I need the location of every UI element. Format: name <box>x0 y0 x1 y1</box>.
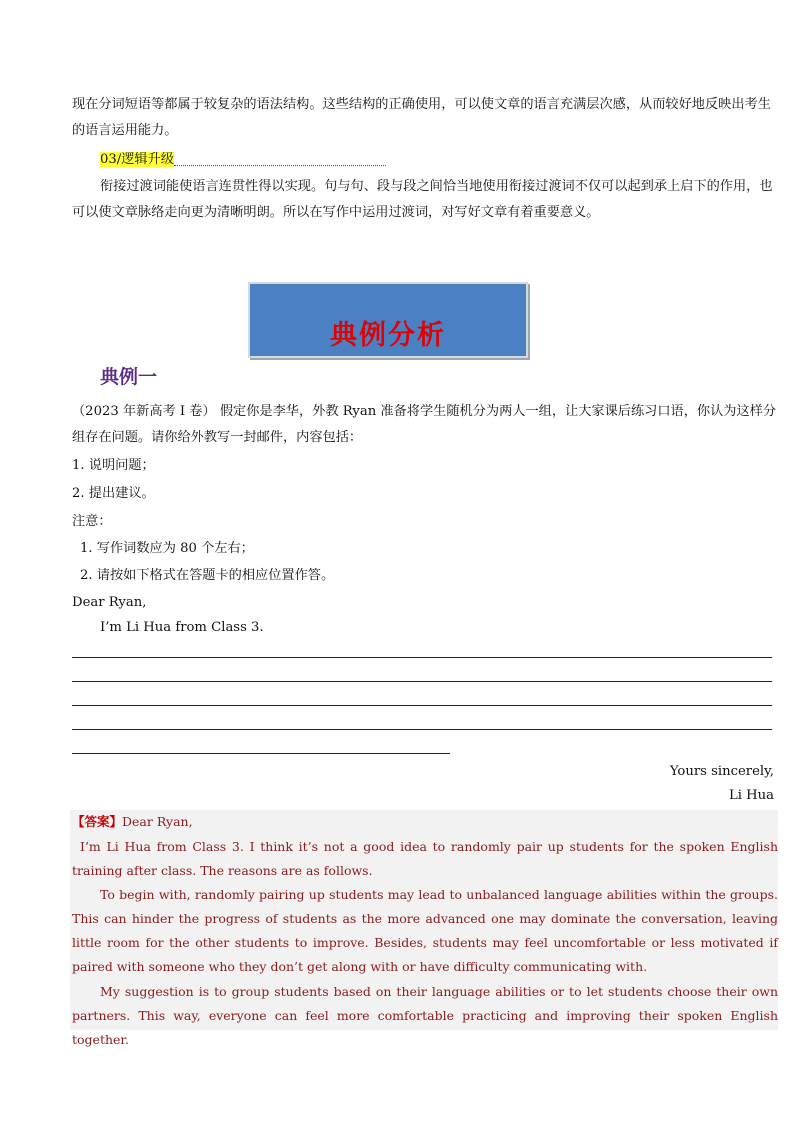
note-1: 1. 写作词数应为 80 个左右； <box>80 541 254 556</box>
dotted-divider <box>174 165 386 166</box>
prompt-point-1: 1. 说明问题； <box>72 458 155 473</box>
answer-line <box>72 729 772 730</box>
letter-closing: Yours sincerely, <box>669 764 774 779</box>
answer-paragraph-2: To begin with, randomly pairing up students may lead to unbalanced language abilities within the groups. This can hinder the progress of students as the more advanced one may dominate the conversation, leaving little room for the other students to improve. Besides, students may feel uncomfortable or less motivated if paired with someone who they don’t get along with or have difficulty communicating with. <box>72 887 778 974</box>
letter-first-line: I’m Li Hua from Class 3. <box>100 620 264 635</box>
note-2: 2. 请按如下格式在答题卡的相应位置作答。 <box>80 568 335 583</box>
prompt-point-2: 2. 提出建议。 <box>72 486 155 501</box>
answer-line <box>72 657 772 658</box>
example-prompt: （2023 年新高考 I 卷） 假定你是李华，外教 Ryan 准备将学生随机分为两人一组，让大家课后练习口语，你认为这样分组存在问题。请你给外教写一封邮件，内容包括： <box>72 404 777 445</box>
answer-greeting: Dear Ryan, <box>122 814 193 829</box>
answer-line <box>72 753 450 754</box>
answer-label: 【答案】 <box>72 814 123 829</box>
note-label: 注意： <box>72 514 112 529</box>
letter-signature: Li Hua <box>728 788 774 803</box>
answer-heading <box>72 810 778 834</box>
banner-title: 典例分析 <box>330 319 446 351</box>
letter-greeting: Dear Ryan, <box>72 595 147 610</box>
answer-paragraph-1: I’m Li Hua from Class 3. I think it’s not a good idea to randomly pair up students for the spoken English training after class. The reasons are as follows. <box>72 839 778 878</box>
answer-paragraph-3: My suggestion is to group students based on their language abilities or to let students choose their own partners. This way, everyone can feel more comfortable practicing and improving their spoken English together. <box>72 984 778 1047</box>
section-label-text: 03/逻辑升级 <box>100 152 174 167</box>
section-banner <box>248 282 528 358</box>
section-label <box>100 150 174 170</box>
answer-line <box>72 705 772 706</box>
example-title: 典例一 <box>100 366 158 388</box>
answer-line <box>72 681 772 682</box>
intro-paragraph-1: 现在分词短语等都属于较复杂的语法结构。这些结构的正确使用，可以使文章的语言充满层次感，从而较好地反映出考生的语言运用能力。 <box>72 97 771 138</box>
intro-paragraph-2: 衔接过渡词能使语言连贯性得以实现。句与句、段与段之间恰当地使用衔接过渡词不仅可以起到承上启下的作用，也可以使文章脉络走向更为清晰明朗。所以在写作中运用过渡词，对写好文章有着重要意义。 <box>72 179 773 220</box>
